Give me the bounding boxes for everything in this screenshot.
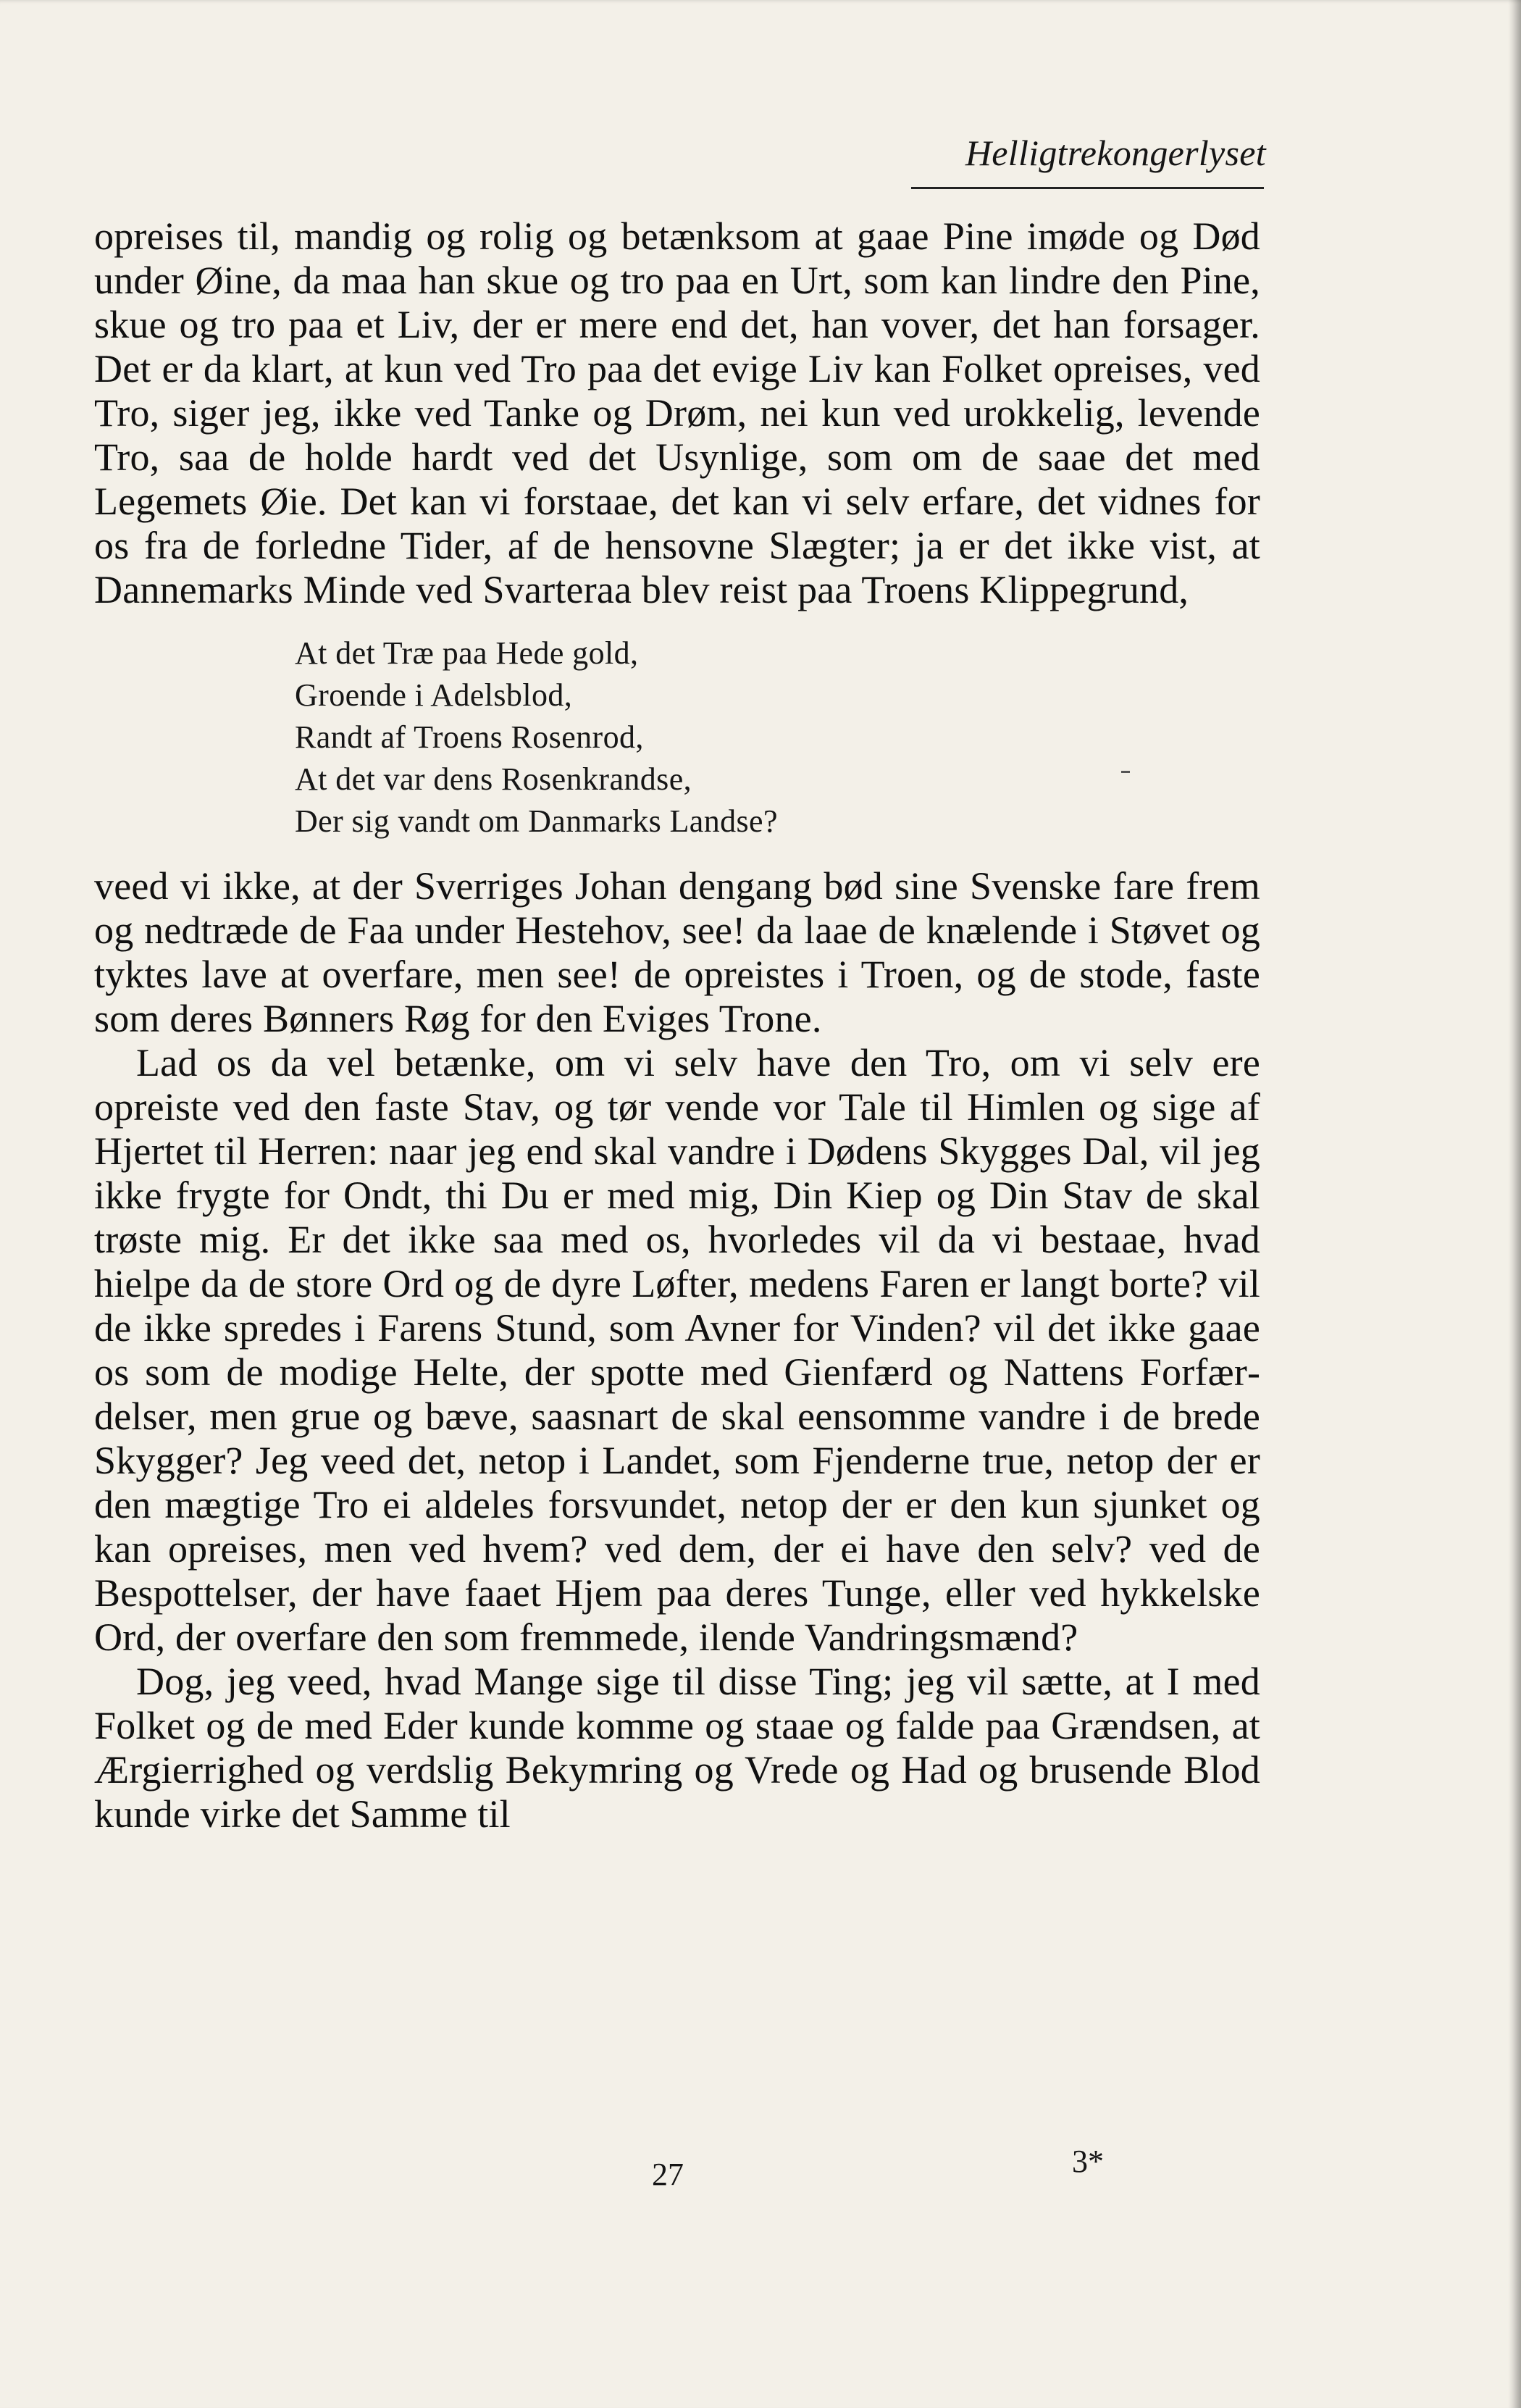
running-head-rule <box>911 187 1264 189</box>
paragraph-continued: opreises til, mandig og rolig og betænksom at gaae Pine imøde og Død under Øine, da maa han skue og tro paa en Urt, som kan lindre den Pine, skue og tro paa et Liv, der er mere end det, han vover, det han forsager. Det er da klart, at kun ved Tro paa det evige Liv kan Folket opreises, ved Tro, siger jeg, ikke ved Tanke og Drøm, nei kun ved urokkelig, levende Tro, saa de holde hardt ved det Usynlige, som om de saae det med Legemets Øie. Det kan vi forstaae, det kan vi selv erfare, det vidnes for os fra de forledne Tider, af de hensovne Slægter; ja er det ikke vist, at Dannemarks Minde ved Svarteraa blev reist paa Troens Klippegrund, <box>94 214 1260 611</box>
body-text <box>94 214 1260 1836</box>
verse-line: Groende i Adelsblod, <box>295 677 573 713</box>
verse-line: Der sig vandt om Danmarks Landse? <box>295 803 778 839</box>
paragraph: Dog, jeg veed, hvad Mange sige til disse Ting; jeg vil sætte, at I med Folket og de med Eder kunde komme og staae og falde paa Grændsen, at Ærgierrighed og verdslig Bekymring og Vrede og Had og brusende Blod kunde virke det Samme til <box>94 1660 1260 1836</box>
paragraph: Lad os da vel betænke, om vi selv have den Tro, om vi selv ere opreiste ved den faste Stav, og tør vende vor Tale til Himlen og sige af Hjertet til Herren: naar jeg end skal vandre i Dødens Skygges Dal, vil jeg ikke frygte for Ondt, thi Du er med mig, Din Kiep og Din Stav de skal trøste mig. Er det ikke saa med os, hvorledes vil da vi bestaae, hvad hielpe da de store Ord og de dyre Løfter, medens Faren er langt borte? vil de ikke spredes i Farens Stund, som Avner for Vinden? vil det ikke gaae os som de modige Helte, der spotte med Gienfærd og Nattens Forfærdelser, men grue og bæve, saasnart de skal eensomme vandre i de brede Skygger? Jeg veed det, netop i Landet, som Fjenderne true, netop der er den mægtige Tro ei aldeles forsvundet, netop der er den kun sjunket og kan opreises, men ved hvem? ved dem, der ei have den selv? ved de Bespottelser, der have faaet Hjem paa deres Tunge, eller ved hykkelske Ord, der overfare den som fremmede, ilende Vandringsmænd? <box>94 1041 1260 1659</box>
running-head: Helligtrekongerlyset <box>965 133 1266 173</box>
verse-line: At det var dens Rosenkrandse, <box>295 761 692 797</box>
verse-line: At det Træ paa Hede gold, <box>295 635 639 671</box>
verse-line: Randt af Troens Rosenrod, <box>295 719 644 755</box>
page-edge-shadow <box>1508 0 1521 2408</box>
paragraph-after-verse: veed vi ikke, at der Sverriges Johan dengang bød sine Svenske fare frem og nedtræde de Faa under Hestehov, see! da laae de knælende i Støvet og tyktes lave at overfare, men see! de opreistes i Troen, og de stode, faste som deres Bønners Røg for den Eviges Trone. <box>94 864 1260 1040</box>
signature-mark: 3* <box>1072 2144 1104 2179</box>
page-number: 27 <box>652 2157 684 2192</box>
verse-quotation <box>295 632 1260 843</box>
print-speck <box>1121 771 1130 773</box>
